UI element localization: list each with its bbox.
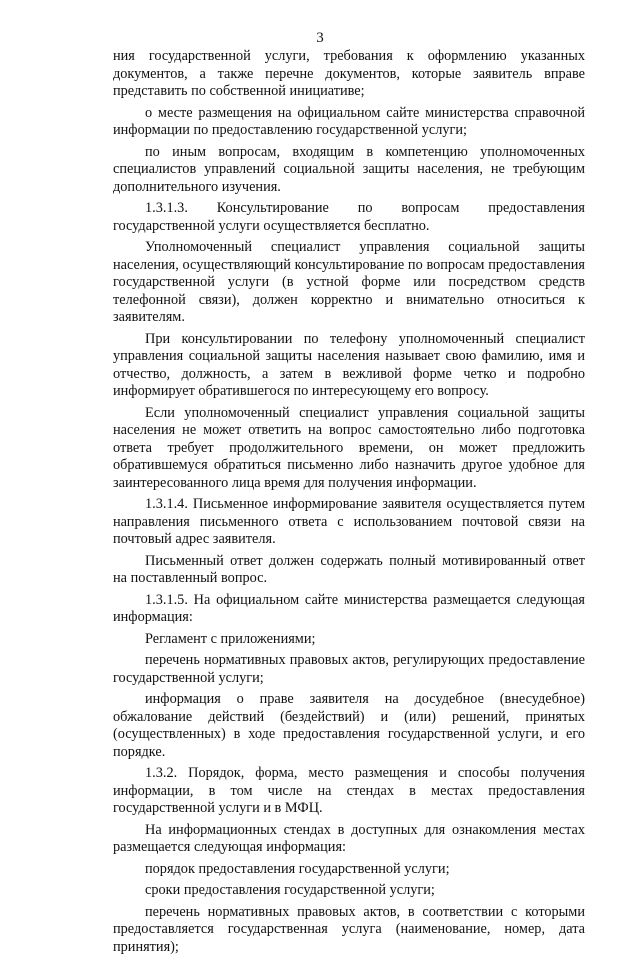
paragraph: 1.3.1.3. Консультирование по вопросам предоставления государственной услуги осуществляется бесплатно.: [113, 200, 585, 234]
list-item: сроки предоставления государственной услуги;: [145, 882, 435, 898]
paragraph: 1.3.1.4. Письменное информирование заявителя осуществляется путем направления письменного ответа с использованием почтовой связи на почтовый адрес заявителя.: [113, 496, 585, 547]
list-item: перечень нормативных правовых актов, в соответствии с которыми предоставляется государственная услуга (наименование, номер, дата принятия);: [113, 903, 585, 955]
paragraph: по иным вопросам, входящим в компетенцию уполномоченных специалистов управлений социальной защиты населения, не требующим дополнительного изучения.: [113, 143, 585, 195]
paragraph: При консультировании по телефону уполномоченный специалист управления социальной защиты населения называет свою фамилию, имя и отчество, должность, а затем в вежливой форме четко и подробно информирует обратившегося по интересующему его вопросу.: [113, 330, 585, 399]
paragraph: Уполномоченный специалист управления социальной защиты населения, осуществляющий консультирование по вопросам предоставления государственной услуги (в устной форме или посредством средств телефонной связи), должен корректно и внимательно относиться к заявителям.: [113, 239, 585, 325]
paragraph: 1.3.1.5. На официальном сайте министерства размещается следующая информация:: [113, 591, 585, 625]
paragraph: Письменный ответ должен содержать полный мотивированный ответ на поставленный вопрос.: [113, 552, 585, 586]
paragraph: 1.3.2. Порядок, форма, место размещения и способы получения информации, в том числе на стендах в местах предоставления государственной услуги и в МФЦ.: [113, 765, 585, 816]
paragraph: На информационных стендах в доступных для ознакомления местах размещается следующая информация:: [113, 821, 585, 855]
list-item: информация о праве заявителя на досудебное (внесудебное) обжалование действий (бездействий) и (или) решений, принятых (осуществленных) в ходе предоставления государственной услуги, и его порядке.: [113, 691, 585, 760]
paragraph: о месте размещения на официальном сайте министерства справочной информации по предоставлению государственной услуги;: [113, 104, 585, 138]
list-item: порядок предоставления государственной услуги;: [145, 860, 450, 877]
paragraph: Если уполномоченный специалист управления социальной защиты населения не может ответить на вопрос самостоятельно либо подготовка ответа требует продолжительного времени, он может предложить обратившемуся обратиться письменно либо назначить другое удобное для заинтересованного лица время для получения информации.: [113, 404, 585, 491]
paragraph: ния государственной услуги, требования к оформлению указанных документов, а также перечне документов, которые заявитель вправе представить по собственной инициативе;: [113, 48, 585, 99]
page-number: 3: [316, 30, 324, 46]
list-item: перечень нормативных правовых актов, регулирующих предоставление государственной услуги;: [113, 652, 585, 686]
list-item: Регламент с приложениями;: [145, 630, 316, 647]
page-body: [113, 48, 585, 960]
